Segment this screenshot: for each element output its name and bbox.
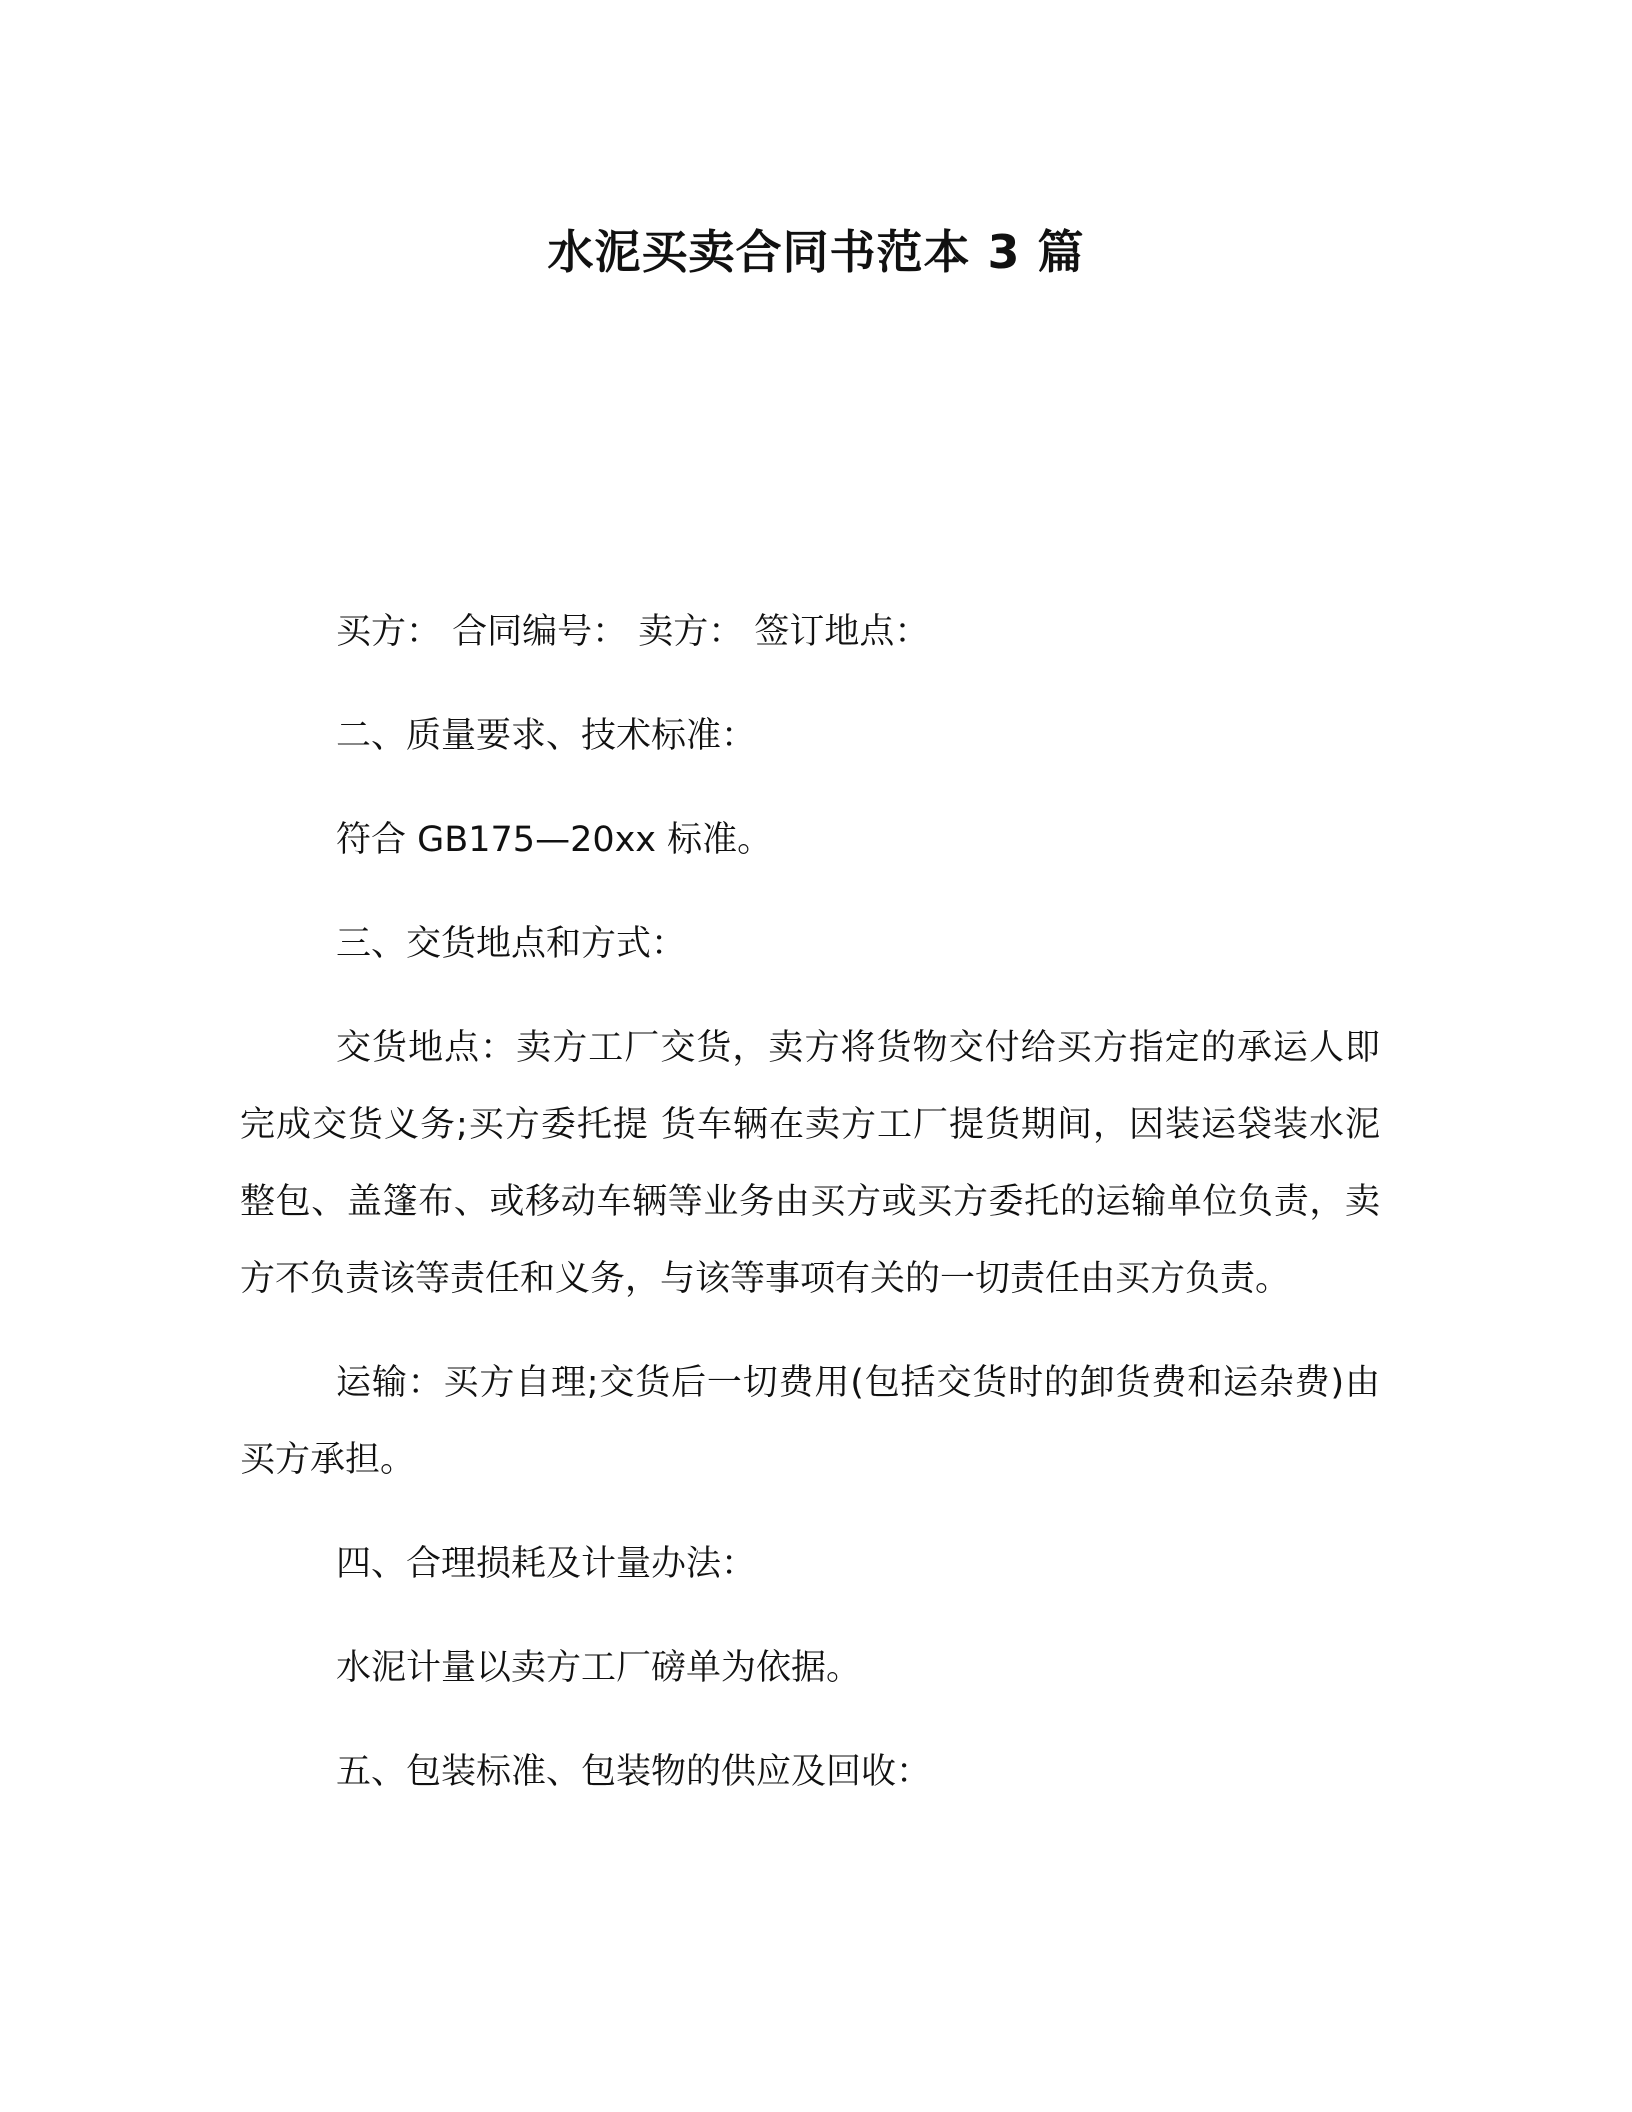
paragraph-standard: 符合 GB175—20xx 标准。 <box>336 820 773 860</box>
paragraph-section-2-heading: 二、质量要求、技术标准： <box>336 716 757 756</box>
paragraph-section-3-heading: 三、交货地点和方式： <box>336 924 687 964</box>
paragraph-measurement: 水泥计量以卖方工厂磅单为依据。 <box>336 1648 862 1688</box>
paragraph-parties: 买方： 合同编号： 卖方： 签订地点： <box>336 612 930 652</box>
document-body <box>240 594 1380 1838</box>
paragraph-transport: 运输：买方自理;交货后一切费用(包括交货时的卸货费和运杂费)由买方承担。 <box>240 1363 1380 1480</box>
paragraph-section-5-heading: 五、包装标准、包装物的供应及回收： <box>336 1752 932 1792</box>
paragraph-section-4-heading: 四、合理损耗及计量办法： <box>336 1544 757 1584</box>
paragraph-delivery-place: 交货地点：卖方工厂交货，卖方将货物交付给买方指定的承运人即完成交货义务;买方委托提 货车辆在卖方工厂提货期间，因装运袋装水泥整包、盖篷布、或移动车辆等业务由买方或买方委托的运输单位负责，卖方不负责该等责任和义务，与该等事项有关的一切责任由买方负责。 <box>240 1028 1380 1299</box>
document-title: 水泥买卖合同书范本 3 篇 <box>547 225 1085 279</box>
